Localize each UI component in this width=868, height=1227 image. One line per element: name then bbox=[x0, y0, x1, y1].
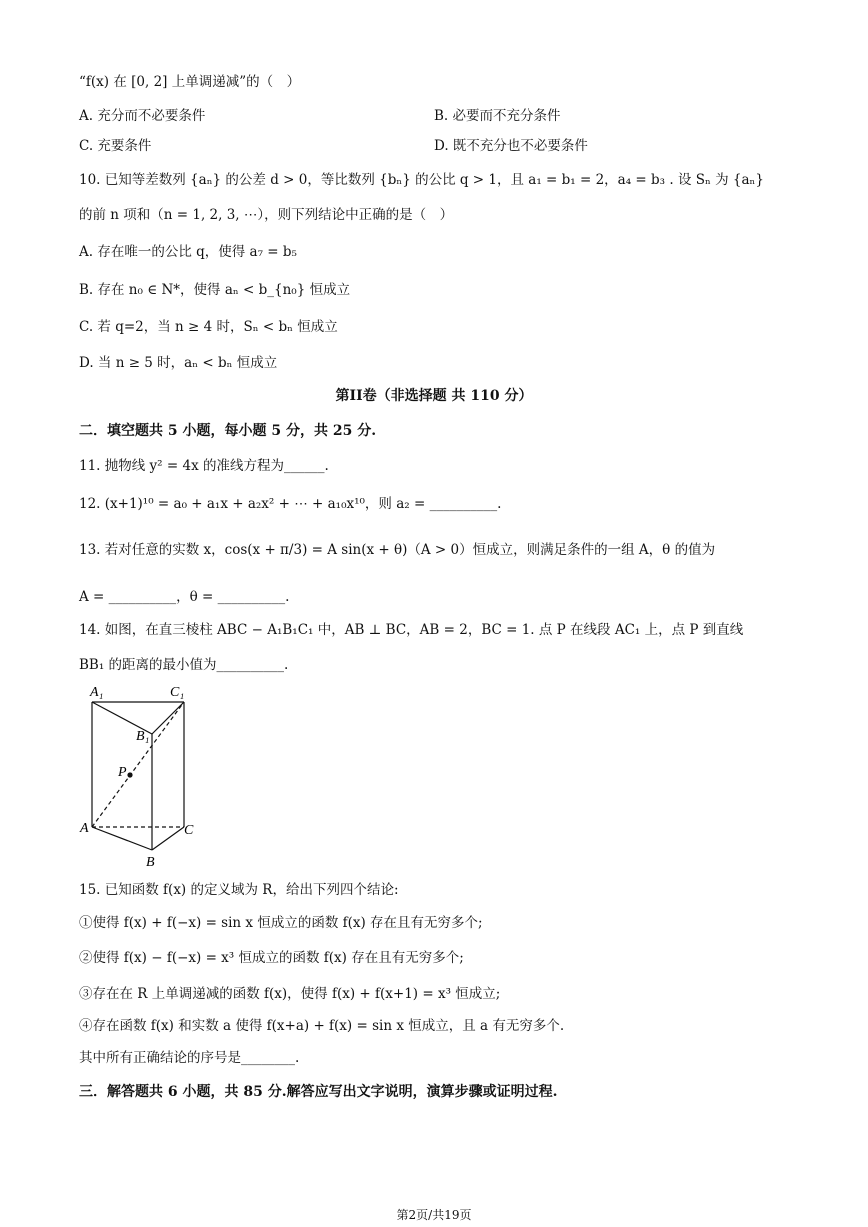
q15-statement-4: ④存在函数 f(x) 和实数 a 使得 f(x+a) + f(x) = sin x 恒成立，且 a 有无穷多个. bbox=[79, 1018, 565, 1034]
section-heading-fill-in: 二．填空题共 5 小题，每小题 5 分，共 25 分. bbox=[79, 423, 377, 439]
q10-option-c: C. 若 q=2，当 n ≥ 4 时，Sₙ < bₙ 恒成立 bbox=[79, 319, 338, 335]
q13-blanks: A = __________，θ = __________. bbox=[79, 589, 290, 605]
section-title-part2: 第II卷（非选择题 共 110 分） bbox=[335, 388, 533, 404]
q14-stem-line1: 14. 如图，在直三棱柱 ABC − A₁B₁C₁ 中，AB ⊥ BC，AB = 2，BC = 1. 点 P 在线段 AC₁ 上，点 P 到直线 bbox=[79, 622, 744, 638]
q12: 12. (x+1)¹⁰ = a₀ + a₁x + a₂x² + ⋯ + a₁₀x¹⁰，则 a₂ = __________. bbox=[79, 496, 502, 512]
q15-statement-3: ③存在在 R 上单调递减的函数 f(x)，使得 f(x) + f(x+1) = x³ 恒成立; bbox=[79, 986, 501, 1002]
q9-stem-tail: “f(x) 在 [0, 2] 上单调递减”的（ ） bbox=[79, 74, 301, 90]
q11: 11. 抛物线 y² = 4x 的准线方程为______. bbox=[79, 458, 329, 474]
figure-label-c1: C₁ bbox=[170, 685, 185, 700]
q15-statement-1: ①使得 f(x) + f(−x) = sin x 恒成立的函数 f(x) 存在且有无穷多个; bbox=[79, 915, 483, 931]
page-footer: 第2页/共19页 bbox=[396, 1208, 472, 1222]
q9-option-d: D. 既不充分也不必要条件 bbox=[434, 138, 588, 154]
q10-option-b: B. 存在 n₀ ∈ N*，使得 aₙ < b_{n₀} 恒成立 bbox=[79, 282, 351, 298]
q9-option-c: C. 充要条件 bbox=[79, 138, 152, 154]
q9-option-a: A. 充分而不必要条件 bbox=[79, 108, 206, 124]
figure-label-c: C bbox=[184, 823, 194, 838]
q15-statement-2: ②使得 f(x) − f(−x) = x³ 恒成立的函数 f(x) 存在且有无穷多个; bbox=[79, 950, 464, 966]
q13-stem: 13. 若对任意的实数 x，cos(x + π/3) = A sin(x + θ)（A > 0）恒成立，则满足条件的一组 A，θ 的值为 bbox=[79, 542, 716, 558]
q10-option-a: A. 存在唯一的公比 q，使得 a₇ = b₅ bbox=[79, 244, 297, 260]
prism-figure bbox=[74, 682, 214, 872]
figure-label-b1: B₁ bbox=[136, 729, 150, 744]
figure-label-a1: A₁ bbox=[90, 685, 104, 700]
figure-label-p: P bbox=[118, 765, 127, 780]
section-heading-solutions: 三．解答题共 6 小题，共 85 分.解答应写出文字说明，演算步骤或证明过程. bbox=[79, 1084, 558, 1100]
figure-label-a: A bbox=[80, 821, 89, 836]
q15-stem: 15. 已知函数 f(x) 的定义域为 R，给出下列四个结论: bbox=[79, 882, 399, 898]
q10-stem-line1: 10. 已知等差数列 {aₙ} 的公差 d > 0，等比数列 {bₙ} 的公比 q > 1，且 a₁ = b₁ = 2，a₄ = b₃ . 设 Sₙ 为 {aₙ} bbox=[79, 172, 764, 188]
q10-stem-line2: 的前 n 项和（n = 1, 2, 3, ⋯），则下列结论中正确的是（ ） bbox=[79, 207, 454, 223]
q9-option-b: B. 必要而不充分条件 bbox=[434, 108, 561, 124]
figure-label-b: B bbox=[146, 855, 155, 870]
q10-option-d: D. 当 n ≥ 5 时，aₙ < bₙ 恒成立 bbox=[79, 355, 278, 371]
q14-stem-line2: BB₁ 的距离的最小值为__________. bbox=[79, 657, 289, 673]
q15-answer-prompt: 其中所有正确结论的序号是________. bbox=[79, 1050, 300, 1066]
